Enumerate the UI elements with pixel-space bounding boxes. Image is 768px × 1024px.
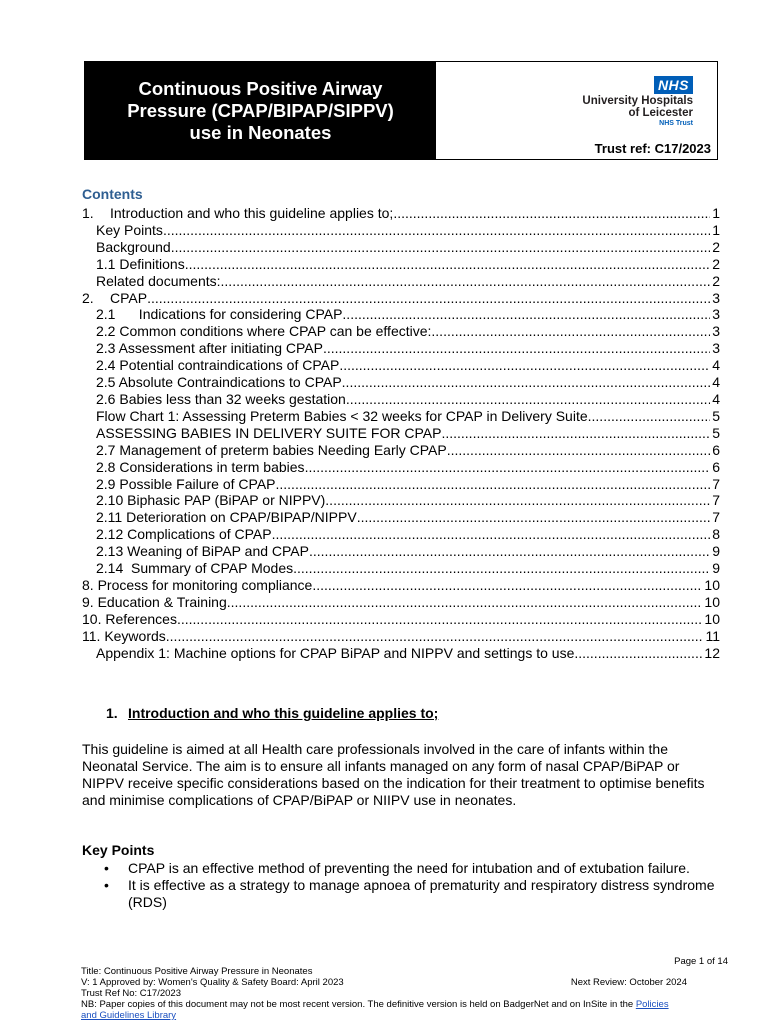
toc-entry-label bbox=[82, 628, 166, 645]
key-points-title: Key Points bbox=[82, 842, 155, 858]
toc-entry-page: 8 bbox=[712, 526, 720, 543]
toc-entry-page: 2 bbox=[712, 272, 720, 289]
toc-entry-page: 3 bbox=[712, 306, 720, 323]
trust-sub: NHS Trust bbox=[659, 120, 693, 127]
toc-leader-dots bbox=[346, 391, 710, 408]
toc-entry-label bbox=[96, 459, 305, 476]
toc-entry-page: 6 bbox=[712, 441, 720, 458]
toc-entry-text: Key Points bbox=[96, 221, 163, 238]
toc-entry-page: 11 bbox=[705, 627, 720, 644]
toc-leader-dots bbox=[578, 645, 702, 662]
toc-entry[interactable] bbox=[82, 323, 720, 340]
toc-entry[interactable] bbox=[82, 391, 720, 408]
toc-entry-label bbox=[96, 306, 342, 323]
toc-leader-dots bbox=[305, 459, 711, 476]
nhs-badge: NHS bbox=[654, 76, 693, 94]
toc-entry-text: 2.8 Considerations in term babies bbox=[96, 458, 305, 475]
footer-trust-ref: Trust Ref No: C17/2023 bbox=[81, 988, 181, 999]
toc-entry-page: 3 bbox=[712, 289, 720, 306]
logo-box bbox=[436, 62, 717, 159]
toc-entry-page: 4 bbox=[712, 374, 720, 391]
toc-leader-dots bbox=[441, 425, 710, 442]
toc-entry[interactable] bbox=[82, 509, 720, 526]
toc-leader-dots bbox=[147, 290, 710, 307]
toc-leader-dots bbox=[163, 222, 710, 239]
toc-entry-label bbox=[96, 239, 171, 256]
toc-entry-text: ASSESSING BABIES IN DELIVERY SUITE FOR CPAP bbox=[96, 424, 442, 441]
list-item-text: CPAP is an effective method of preventing the need for intubation and of extubation failure. bbox=[128, 860, 690, 876]
toc-leader-dots bbox=[325, 492, 710, 509]
toc-entry[interactable] bbox=[82, 425, 720, 442]
footer-title: Title: Continuous Positive Airway Pressure in Neonates bbox=[81, 966, 313, 977]
toc-entry-text: 11. Keywords bbox=[82, 627, 166, 644]
toc-entry-page: 3 bbox=[712, 323, 720, 340]
toc-leader-dots bbox=[431, 323, 710, 340]
toc-entry-text: 8. Process for monitoring compliance bbox=[82, 576, 313, 593]
contents-title: Contents bbox=[82, 186, 143, 202]
page-number: Page 1 of 14 bbox=[674, 956, 728, 967]
toc-entry-label bbox=[96, 273, 221, 290]
toc-entry-page: 1 bbox=[712, 221, 720, 238]
toc-entry-text: 2.7 Management of preterm babies Needing Early CPAP bbox=[96, 441, 447, 458]
toc-entry-page: 1 bbox=[712, 205, 720, 221]
toc-entry-page: 4 bbox=[712, 390, 720, 407]
toc-entry-text: 2.12 Complications of CPAP bbox=[96, 526, 272, 543]
toc-entry-text: 2.4 Potential contraindications of CPAP bbox=[96, 357, 340, 374]
toc-leader-dots bbox=[181, 611, 703, 628]
toc-entry[interactable] bbox=[82, 628, 720, 645]
toc-entry-page: 10 bbox=[704, 610, 720, 627]
toc-entry-page: 5 bbox=[712, 424, 720, 441]
footer bbox=[81, 966, 731, 1021]
footer-version: V: 1 Approved by: Women's Quality & Safety Board: April 2023 bbox=[81, 977, 344, 988]
intro-paragraph: This guideline is aimed at all Health care professionals involved in the care of infants within the Neonatal Service. The aim is to ensure all infants managed on any form of nasal CPAP/BiPAP or NIPPV receive specific considerations based on the indication for their treatment to optimise benefits and minimise complications of CPAP/BiPAP or NIIPV use in neonates. bbox=[82, 741, 705, 808]
toc-leader-dots bbox=[166, 628, 704, 645]
toc-entry[interactable] bbox=[82, 205, 720, 222]
toc-entry-text: 2.13 Weaning of BiPAP and CPAP bbox=[96, 543, 309, 560]
toc-entry-page: 2 bbox=[712, 238, 720, 255]
toc-entry-label bbox=[96, 509, 357, 526]
toc-entry-page: 7 bbox=[712, 492, 720, 509]
toc-entry[interactable] bbox=[82, 290, 720, 307]
toc-entry-text: 2.5 Absolute Contraindications to CPAP bbox=[96, 374, 342, 391]
toc-entry-label bbox=[96, 442, 447, 459]
toc-entry-page: 12 bbox=[704, 644, 720, 661]
bullet-icon: • bbox=[104, 877, 109, 893]
toc-entry-label bbox=[96, 391, 346, 408]
toc-entry-text: 2.11 Deterioration on CPAP/BIPAP/NIPPV bbox=[96, 509, 357, 526]
toc-entry[interactable] bbox=[82, 459, 720, 476]
toc-entry-page: 10 bbox=[704, 593, 720, 610]
toc-entry-label bbox=[96, 476, 276, 493]
bullet-icon: • bbox=[104, 860, 109, 876]
toc-leader-dots bbox=[221, 273, 711, 290]
toc-leader-dots bbox=[312, 577, 702, 594]
toc-entry-text: Introduction and who this guideline applies to; bbox=[110, 205, 394, 221]
toc-entry-text: 2.3 Assessment after initiating CPAP bbox=[96, 340, 323, 357]
toc-entry[interactable] bbox=[82, 374, 720, 391]
nhs-logo bbox=[582, 76, 693, 128]
toc-entry-label bbox=[96, 560, 297, 577]
toc-entry-label bbox=[82, 205, 393, 222]
toc-leader-dots bbox=[309, 543, 710, 560]
title-line-2: Pressure (CPAP/BIPAP/SIPPV) bbox=[127, 99, 394, 121]
toc-entry[interactable] bbox=[82, 492, 720, 509]
toc-leader-dots bbox=[357, 509, 711, 526]
list-item-text: It is effective as a strategy to manage apnoea of prematurity and respiratory distress syndrome (RDS) bbox=[128, 877, 715, 910]
guidelines-library-link[interactable]: and Guidelines Library bbox=[81, 1010, 177, 1021]
toc-entry-page: 2 bbox=[712, 255, 720, 272]
toc-entry-page: 10 bbox=[704, 576, 720, 593]
trust-name-line-2: of Leicester bbox=[628, 107, 693, 119]
toc-entry-text: CPAP bbox=[110, 289, 148, 306]
toc-leader-dots bbox=[393, 205, 710, 222]
toc-leader-dots bbox=[171, 239, 710, 256]
toc-entry-text: 10. References. bbox=[82, 610, 181, 627]
toc-entry[interactable] bbox=[82, 526, 720, 543]
toc-entry-label bbox=[96, 543, 309, 560]
toc-entry[interactable] bbox=[82, 357, 720, 374]
toc-entry-text: 2.10 Biphasic PAP (BiPAP or NIPPV) bbox=[96, 492, 326, 509]
toc-entry-label bbox=[96, 357, 339, 374]
toc-entry[interactable] bbox=[82, 340, 720, 357]
toc-entry-label bbox=[82, 290, 147, 307]
toc-entry-label bbox=[96, 374, 342, 391]
toc-leader-dots bbox=[447, 442, 710, 459]
toc-entry-page: 6 bbox=[712, 458, 720, 475]
toc-leader-dots bbox=[342, 306, 710, 323]
list-item bbox=[100, 877, 720, 911]
toc-entry[interactable] bbox=[82, 442, 720, 459]
toc-entry[interactable] bbox=[82, 476, 720, 493]
trust-name-line-1: University Hospitals bbox=[582, 95, 693, 107]
toc-entry-label bbox=[96, 526, 272, 543]
toc-leader-dots bbox=[189, 256, 711, 273]
table-of-contents bbox=[82, 205, 720, 661]
toc-entry-text: 2.14 Summary of CPAP Modes. bbox=[96, 560, 298, 577]
toc-entry[interactable] bbox=[82, 594, 720, 611]
toc-leader-dots bbox=[342, 374, 711, 391]
title-line-1: Continuous Positive Airway bbox=[138, 77, 383, 99]
toc-entry-page: 4 bbox=[712, 357, 720, 374]
toc-entry[interactable] bbox=[82, 239, 720, 256]
toc-entry-number: 1. bbox=[82, 205, 94, 221]
toc-entry-label bbox=[96, 256, 189, 273]
toc-leader-dots bbox=[231, 594, 703, 611]
toc-entry[interactable] bbox=[82, 577, 720, 594]
section-heading bbox=[106, 705, 438, 721]
toc-entry[interactable] bbox=[82, 645, 720, 662]
toc-entry-page: 7 bbox=[712, 509, 720, 526]
toc-leader-dots bbox=[297, 560, 710, 577]
toc-entry-label bbox=[82, 594, 231, 611]
footer-note-text: NB: Paper copies of this document may not be most recent version. The definitive version is held on BadgerNet and on InSite in the bbox=[81, 999, 636, 1010]
toc-entry[interactable] bbox=[82, 611, 720, 628]
toc-entry[interactable] bbox=[82, 222, 720, 239]
title-line-3: use in Neonates bbox=[189, 121, 332, 143]
toc-entry-page: 3 bbox=[712, 340, 720, 357]
toc-entry[interactable] bbox=[82, 543, 720, 560]
toc-entry-label bbox=[96, 425, 441, 442]
toc-entry-page: 9 bbox=[712, 543, 720, 560]
toc-entry[interactable] bbox=[82, 273, 720, 290]
toc-entry-text: 2.6 Babies less than 32 weeks gestation bbox=[96, 390, 346, 407]
toc-entry[interactable] bbox=[82, 560, 720, 577]
toc-entry-text: 2.2 Common conditions where CPAP can be effective: bbox=[96, 323, 432, 340]
toc-entry[interactable] bbox=[82, 256, 720, 273]
section-number: 1. bbox=[106, 705, 118, 721]
toc-entry-page: 5 bbox=[712, 407, 720, 424]
toc-entry-label bbox=[96, 408, 588, 425]
toc-entry-text: 2.9 Possible Failure of CPAP bbox=[96, 475, 276, 492]
toc-entry-text: Appendix 1: Machine options for CPAP BiPAP and NIPPV and settings to use. bbox=[96, 644, 579, 661]
toc-leader-dots bbox=[339, 357, 710, 374]
toc-entry-text: 9. Education & Training. bbox=[82, 593, 231, 610]
toc-entry-label bbox=[96, 323, 431, 340]
list-item bbox=[100, 860, 720, 877]
toc-entry-label bbox=[82, 611, 181, 628]
toc-entry-text: Flow Chart 1: Assessing Preterm Babies < 32 weeks for CPAP in Delivery Suite bbox=[96, 407, 588, 424]
toc-entry-text: 2.1 Indications for considering CPAP bbox=[96, 306, 343, 323]
section-title: Introduction and who this guideline applies to; bbox=[128, 705, 439, 721]
document-header bbox=[84, 61, 718, 160]
toc-leader-dots bbox=[272, 526, 711, 543]
toc-entry-label bbox=[96, 222, 163, 239]
toc-entry[interactable] bbox=[82, 408, 720, 425]
footer-note bbox=[81, 999, 669, 1010]
key-points-list bbox=[100, 860, 720, 911]
toc-entry-number: 2. bbox=[82, 289, 94, 306]
toc-entry-text: Background bbox=[96, 238, 171, 255]
toc-entry-label bbox=[96, 645, 578, 662]
document-title bbox=[85, 62, 436, 159]
trust-ref: Trust ref: C17/2023 bbox=[594, 141, 711, 156]
policies-link[interactable]: Policies bbox=[635, 999, 669, 1010]
toc-entry-text: 1.1 Definitions. bbox=[96, 255, 189, 272]
toc-entry-label bbox=[96, 340, 323, 357]
toc-entry-label bbox=[96, 492, 325, 509]
toc-entry-text: Related documents: bbox=[96, 272, 221, 289]
toc-entry[interactable] bbox=[82, 306, 720, 323]
footer-next-review: Next Review: October 2024 bbox=[570, 977, 687, 988]
toc-leader-dots bbox=[588, 408, 711, 425]
toc-entry-label bbox=[82, 577, 312, 594]
toc-entry-page: 9 bbox=[712, 560, 720, 577]
toc-leader-dots bbox=[323, 340, 710, 357]
toc-leader-dots bbox=[276, 476, 711, 493]
toc-entry-page: 7 bbox=[712, 475, 720, 492]
